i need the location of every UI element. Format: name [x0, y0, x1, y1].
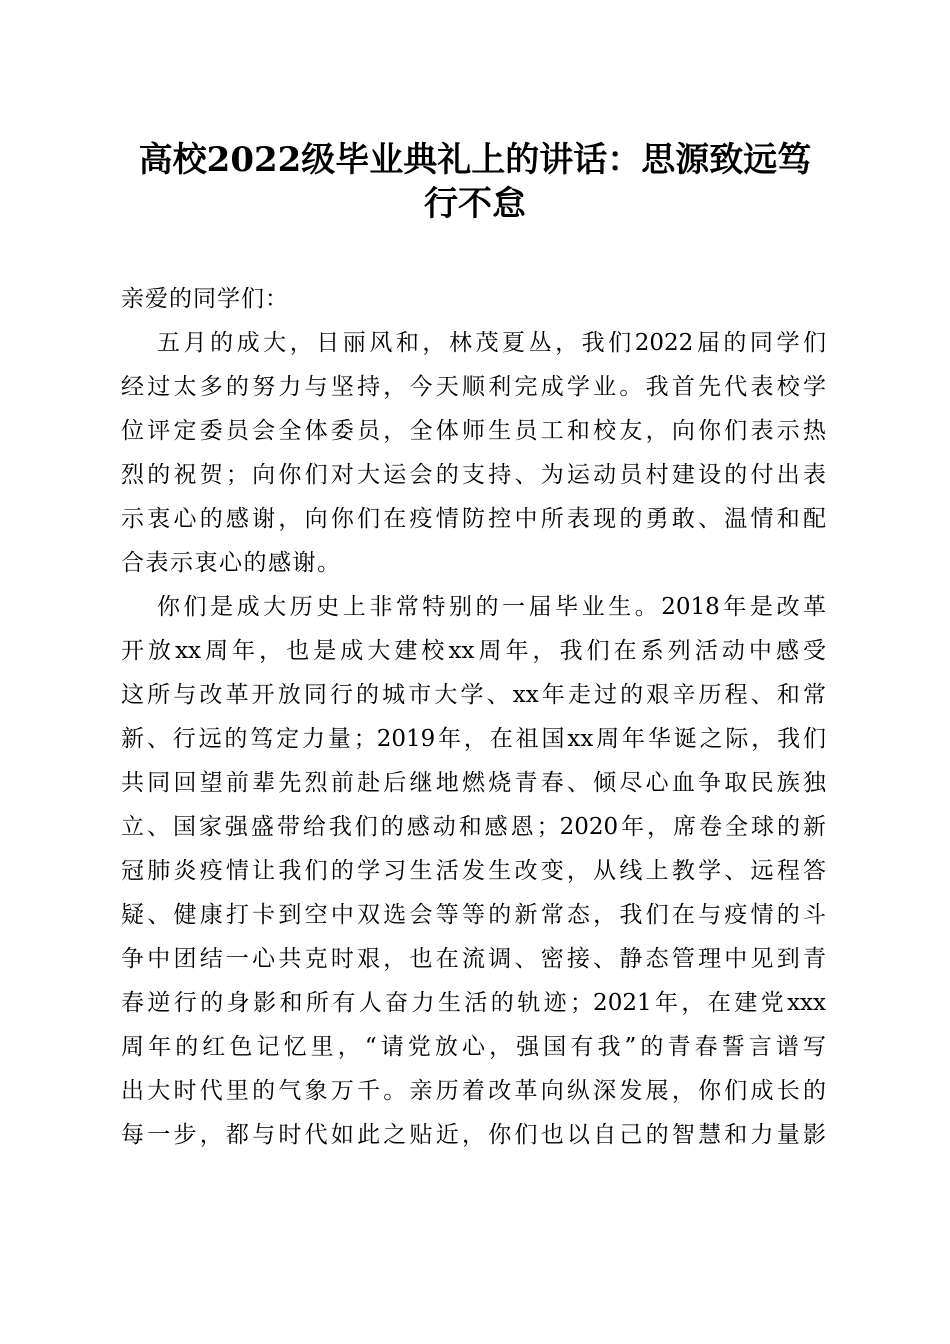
paragraph-2	[121, 585, 826, 1157]
paragraph-line: 疑、健康打卡到空中双选会等等的新常态，我们在与疫情的斗	[121, 902, 826, 928]
paragraph-line: 五月的成大，日丽风和，林茂夏丛，我们2022届的同学们	[157, 330, 826, 356]
title-line: 高校2022级毕业典礼上的讲话：思源致远笃	[138, 140, 812, 180]
paragraph-1	[121, 321, 826, 585]
paragraph-line: 合表示衷心的感谢。	[121, 550, 342, 576]
document-title	[100, 138, 850, 226]
paragraph-line: 开放xx周年，也是成大建校xx周年，我们在系列活动中感受	[121, 638, 826, 664]
paragraph-line: 经过太多的努力与坚持，今天顺利完成学业。我首先代表校学	[121, 374, 826, 400]
paragraph-line: 这所与改革开放同行的城市大学、xx年走过的艰辛历程、和常	[121, 682, 826, 708]
paragraph-line: 争中团结一心共克时艰，也在流调、密接、静态管理中见到青	[121, 946, 826, 972]
paragraph-line: 冠肺炎疫情让我们的学习生活发生改变，从线上教学、远程答	[121, 858, 826, 884]
paragraph-line: 春逆行的身影和所有人奋力生活的轨迹；2021年，在建党xxx	[121, 990, 826, 1016]
paragraph-line: 周年的红色记忆里，“请党放心，强国有我”的青春誓言谱写	[121, 1034, 826, 1060]
paragraph-line: 位评定委员会全体委员，全体师生员工和校友，向你们表示热	[121, 418, 826, 444]
paragraph-line: 新、行远的笃定力量；2019年，在祖国xx周年华诞之际，我们	[121, 726, 826, 752]
paragraph-line: 每一步，都与时代如此之贴近，你们也以自己的智慧和力量影	[121, 1122, 826, 1148]
paragraph-line: 烈的祝贺；向你们对大运会的支持、为运动员村建设的付出表	[121, 462, 826, 488]
paragraph-line: 立、国家强盛带给我们的感动和感恩；2020年，席卷全球的新	[121, 814, 826, 840]
title-line: 行不怠	[424, 184, 526, 224]
paragraph-line: 你们是成大历史上非常特别的一届毕业生。2018年是改革	[157, 594, 826, 620]
paragraph-line: 示衷心的感谢，向你们在疫情防控中所表现的勇敢、温情和配	[121, 506, 826, 532]
paragraph-line: 出大时代里的气象万千。亲历着改革向纵深发展，你们成长的	[121, 1078, 826, 1104]
paragraph-line: 共同回望前辈先烈前赴后继地燃烧青春、倾尽心血争取民族独	[121, 770, 826, 796]
salutation: 亲爱的同学们：	[121, 286, 289, 312]
document-body	[121, 277, 826, 1157]
